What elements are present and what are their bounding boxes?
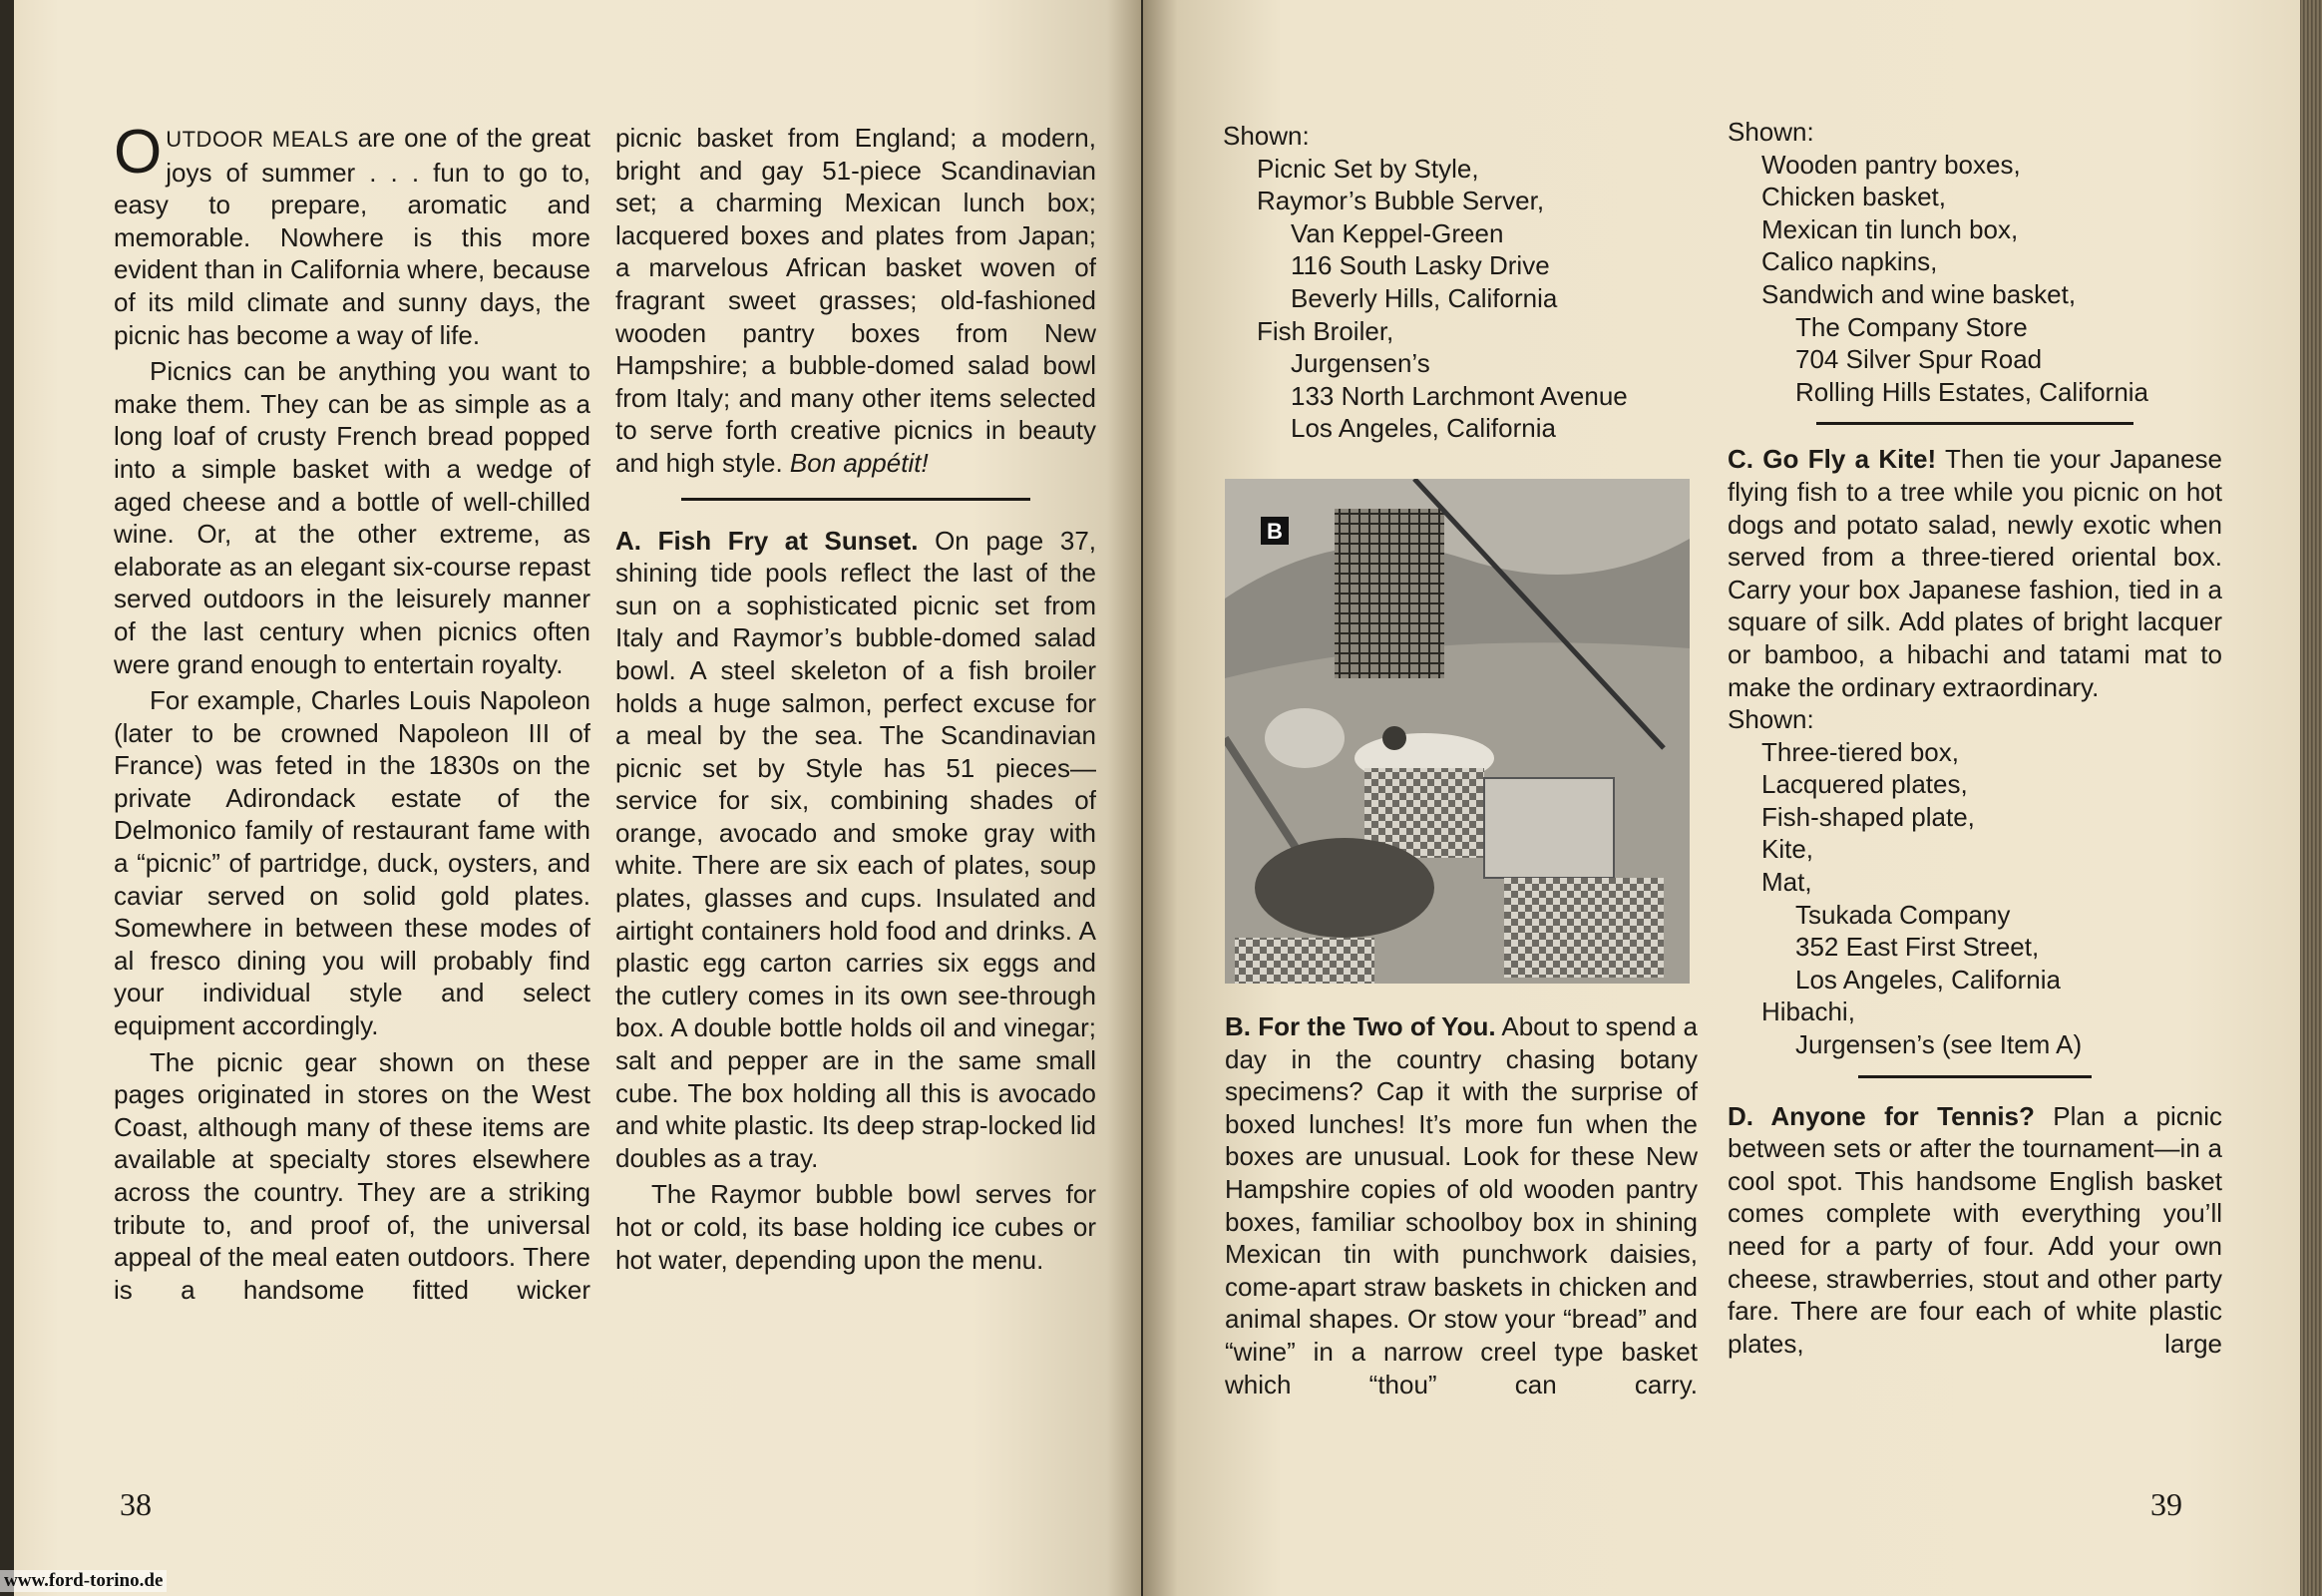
shown-list-item: Mat, — [1761, 867, 1812, 898]
shown-list-item: Three-tiered box, — [1761, 736, 1959, 767]
shown-list-item: 704 Silver Spur Road — [1795, 344, 2043, 375]
shown-list-item: 133 North Larchmont Avenue — [1291, 380, 1628, 411]
shown-list-item: Hibachi, — [1761, 997, 1855, 1027]
left-page — [14, 0, 1141, 1596]
shown-list-item: Mexican tin lunch box, — [1761, 213, 2019, 244]
shown-list-item: 116 South Lasky Drive — [1291, 250, 1550, 281]
shown-list-item: Lacquered plates, — [1761, 769, 1968, 800]
section-d-heading: D. Anyone for Tennis? — [1728, 1100, 2035, 1131]
intro-smallcaps: UTDOOR MEALS — [166, 127, 349, 152]
shown-label: Shown: — [1223, 121, 1310, 151]
shown-list-item: Los Angeles, California — [1795, 964, 2061, 995]
shown-list-b — [1728, 149, 2222, 409]
left-column-1 — [114, 118, 590, 1306]
shown-list-item: Tsukada Company — [1795, 899, 2011, 930]
section-divider — [1858, 1075, 2092, 1078]
section-divider — [1816, 422, 2133, 425]
section-a-text: On page 37, shining tide pools reflect the last of the sun on a sophisticated picnic set from Italy and Raymor’s bubble-domed salad bowl. A steel skeleton of a fish broiler holds a huge salmon, perfect excuse for a meal by the sea. The Scandinavian picnic set by Style has 51 pieces—service for six, combining shades of orange, avocado and smoke gray with white. There are six each of plates, soup plates, glasses and cups. Insulated and airtight containers hold food and drinks. A plastic egg carton carries six eggs and the cutlery comes in its own see-through box. A double bottle holds oil and vinegar; salt and pepper are in the same small cube. The box holding all this is avocado and white plastic. Its deep strap-locked lid doubles as a tray. — [615, 525, 1097, 1173]
paragraph-napoleon: For example, Charles Louis Napoleon (later to be crowned Napoleon III of France) was feted in the 1830s on the private Adirondack estate of the Delmonico family of restaurant fame with a “picnic” of partridge, duck, oysters, and caviar served on solid gold plates. Somewhere in between these modes of al fresco dining you will probably find your individual style and select equipment accordingly. — [114, 685, 590, 1041]
paragraph-picnics: Picnics can be anything you want to make them. They can be as simple as a long loaf of crusty French bread popped into a simple basket with a wedge of aged cheese and a bottle of well-chilled wine. Or, at the other extreme, as elaborate as an elegant six-course repast served outdoors in the leisurely manner of the last century when picnics often were grand enough to entertain royalty. — [114, 356, 590, 679]
basket-text: picnic basket from England; a modern, bright and gay 51-piece Scandinavian set; a charming Mexican lunch box; lacquered boxes and plates from Japan; a marvelous African basket woven of fragrant sweet grasses; old-fashioned wooden pantry boxes from New Hampshire; a bubble-domed salad bowl from Italy; and many other items selected to serve forth creative picnics in beauty and high style. — [615, 123, 1096, 478]
paragraph-gear: The picnic gear shown on these pages originated in stores on the West Coast, although many of these items are available at specialty stores elsewhere across the country. They are a striking tribute to, and proof of, the universal appeal of the meal eaten outdoors. There is a handsome fitted wicker — [114, 1046, 590, 1305]
left-column-2 — [615, 122, 1096, 1276]
shown-list-item: Rolling Hills Estates, California — [1795, 376, 2149, 407]
shown-list-item: The Company Store — [1795, 311, 2028, 342]
section-a — [615, 525, 1096, 1175]
paragraph-basket — [615, 122, 1096, 480]
section-d-text: Plan a picnic between sets or after the tournament—in a cool spot. This handsome English basket comes complete with everything you’ll need for a party of four. Add your own cheese, strawberries, stout and other party fare. There are four each of white plastic plates, large — [1728, 1100, 2222, 1359]
bon-appetit: Bon appétit! — [789, 447, 929, 478]
shown-list-item: Calico napkins, — [1761, 246, 1938, 277]
shown-list-item: 352 East First Street, — [1795, 932, 2040, 963]
book-page-edges — [2300, 0, 2322, 1596]
shown-label-c: Shown: — [1728, 117, 1814, 147]
shown-list-item: Van Keppel-Green — [1291, 217, 1504, 248]
shown-list-item: Kite, — [1761, 834, 1814, 865]
shown-list-item: Fish Broiler, — [1257, 315, 1394, 346]
section-b-heading: B. For the Two of You. — [1225, 1011, 1496, 1041]
shown-list-item: Fish-shaped plate, — [1761, 801, 1975, 832]
watermark: www.ford-torino.de — [0, 1570, 167, 1592]
paragraph-bubble-bowl: The Raymor bubble bowl serves for hot or cold, its base holding ice cubes or hot water, depending upon the menu. — [615, 1179, 1096, 1275]
right-column-2 — [1728, 116, 2222, 1360]
drop-cap: O — [114, 118, 163, 187]
intro-text: are one of the great joys of summer . . . fun to go to, easy to prepare, aromatic and memorable. Nowhere is this more evident than in California where, because of its mild climate and sunny days, the picnic has become a way of life. — [114, 123, 590, 350]
picnic-photo — [1225, 479, 1690, 984]
shown-label-2: Shown: — [1728, 704, 1814, 735]
shown-list-item: Los Angeles, California — [1291, 413, 1556, 444]
shown-list-item: Chicken basket, — [1761, 182, 1946, 212]
section-c-heading: C. Go Fly a Kite! — [1728, 444, 1937, 475]
picnic-photo-illustration — [1225, 479, 1690, 984]
shown-list-a — [1223, 153, 1712, 445]
shown-list-item: Jurgensen’s — [1291, 348, 1430, 379]
section-divider — [681, 498, 1030, 501]
section-a-heading: A. Fish Fry at Sunset. — [615, 525, 919, 556]
right-column-1-shown — [1223, 120, 1712, 445]
section-c-text: Then tie your Japanese flying fish to a tree while you picnic on hot dogs and potato salad, newly exotic when served from a three-tiered oriental box. Carry your box Japanese fashion, tied in a square of silk. Add plates of bright lacquer or bamboo, a hibachi and tatami mat to make the ordinary extraordinary. — [1728, 444, 2222, 702]
photo-label: B — [1267, 519, 1283, 544]
shown-list-item: Picnic Set by Style, — [1257, 153, 1479, 184]
shown-list-item: Beverly Hills, California — [1291, 282, 1558, 313]
shown-list-item: Jurgensen’s (see Item A) — [1795, 1029, 2083, 1060]
section-b-text: About to spend a day in the country chasing botany specimens? Cap it with the surprise of boxed lunches! It’s more fun when the boxes are unusual. Look for these New Hampshire copies of old wooden pantry boxes, familiar schoolboy box in shining Mexican tin with punchwork daisies, come-apart straw baskets in chicken and animal shapes. Or stow your “bread” and “wine” in a narrow creel type basket which “thou” can carry. — [1225, 1011, 1699, 1399]
shown-list-item: Sandwich and wine basket, — [1761, 278, 2077, 309]
shown-list-item: Wooden pantry boxes, — [1761, 149, 2021, 180]
page-number-left: 38 — [120, 1486, 152, 1522]
page-number-right: 39 — [2150, 1486, 2182, 1522]
shown-list-c — [1728, 736, 2222, 1061]
section-b — [1225, 1010, 1698, 1400]
intro-paragraph — [114, 118, 590, 351]
shown-list-item: Raymor’s Bubble Server, — [1257, 186, 1545, 216]
